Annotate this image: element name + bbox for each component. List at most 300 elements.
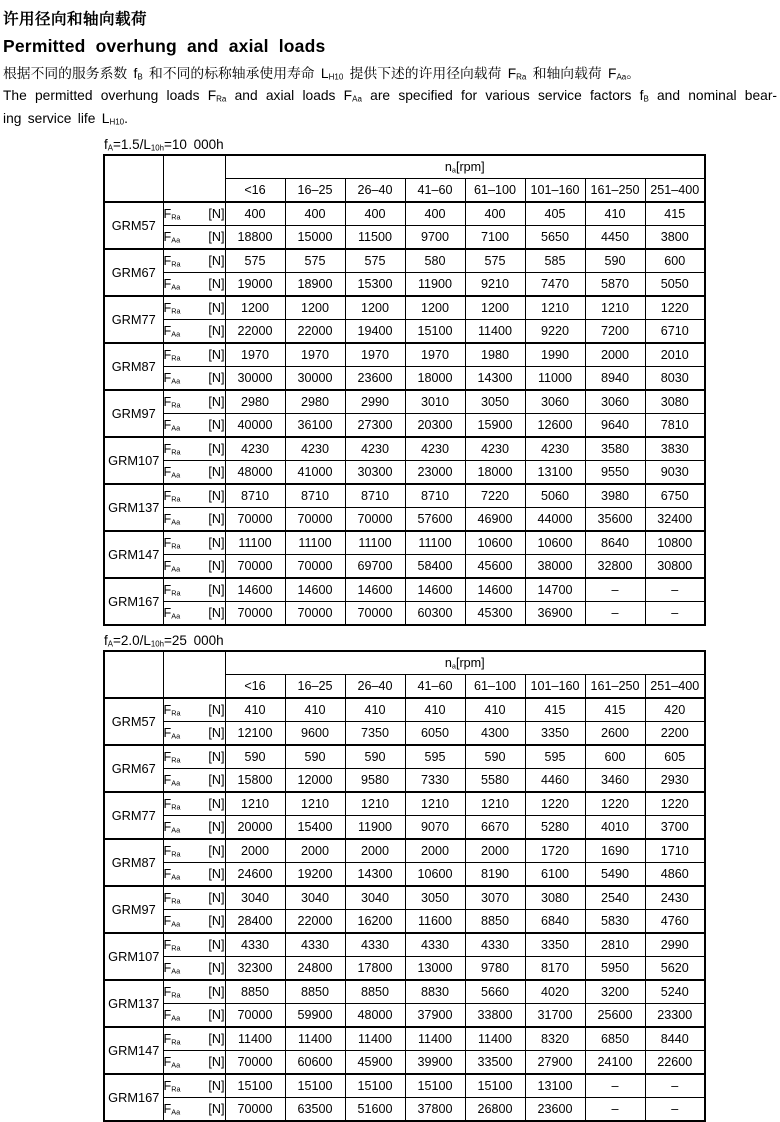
load-value-cell: 37800 — [405, 1098, 465, 1122]
load-value-cell: 1220 — [645, 296, 705, 320]
unit-label: [N] — [208, 1008, 225, 1023]
load-value-cell: 9600 — [285, 722, 345, 746]
subscript-text: 10h — [150, 639, 164, 649]
load-value-cell: 8190 — [465, 863, 525, 887]
load-value-cell: 45300 — [465, 602, 525, 626]
load-value-cell: 3800 — [645, 226, 705, 250]
load-value-cell: 3460 — [585, 769, 645, 793]
load-value-cell: 8320 — [525, 1027, 585, 1051]
load-value-cell: 405 — [525, 202, 585, 226]
load-value-cell: 2000 — [585, 343, 645, 367]
speed-range-header: 41–60 — [405, 675, 465, 699]
speed-range-header: 161–250 — [585, 675, 645, 699]
model-label: GRM77 — [104, 296, 163, 343]
load-value-cell: 14600 — [405, 578, 465, 602]
load-value-cell: 8850 — [225, 980, 285, 1004]
load-value-cell: 45900 — [345, 1051, 405, 1075]
unit-label: [N] — [208, 583, 225, 598]
unit-label: [N] — [208, 230, 225, 245]
load-value-cell: 4760 — [645, 910, 705, 934]
load-value-cell: 3830 — [645, 437, 705, 461]
force-row-label — [163, 296, 225, 320]
load-value-cell: 51600 — [345, 1098, 405, 1122]
force-symbol: $F_{Ra}$ — [163, 301, 181, 316]
force-row-label — [163, 578, 225, 602]
load-value-cell: 11100 — [345, 531, 405, 555]
load-value-cell: 4330 — [465, 933, 525, 957]
load-value-cell: 5870 — [585, 273, 645, 297]
unit-label: [N] — [208, 348, 225, 363]
force-symbol: $F_{Ra}$ — [163, 536, 181, 551]
load-value-cell: 18900 — [285, 273, 345, 297]
load-value-cell: 70000 — [225, 1098, 285, 1122]
text-segment: f — [104, 137, 108, 153]
load-value-cell: 5280 — [525, 816, 585, 840]
load-value-cell: 2980 — [285, 390, 345, 414]
load-value-cell: 22000 — [285, 320, 345, 344]
load-value-cell: 3050 — [405, 886, 465, 910]
force-symbol: $F_{Ra}$ — [163, 1032, 181, 1047]
subscript-text: Aa — [616, 72, 627, 82]
load-value-cell: 8710 — [225, 484, 285, 508]
load-value-cell: 5490 — [585, 863, 645, 887]
load-value-cell: 5050 — [645, 273, 705, 297]
load-value-cell: 9580 — [345, 769, 405, 793]
load-value-cell: 14600 — [465, 578, 525, 602]
load-value-cell: 4330 — [285, 933, 345, 957]
load-value-cell: 14600 — [285, 578, 345, 602]
load-value-cell: 1200 — [405, 296, 465, 320]
load-value-cell: 2000 — [345, 839, 405, 863]
load-value-cell: 8710 — [345, 484, 405, 508]
load-value-cell: 20300 — [405, 414, 465, 438]
speed-range-header: <16 — [225, 675, 285, 699]
load-value-cell: 33800 — [465, 1004, 525, 1028]
force-symbol: $F_{Ra}$ — [163, 938, 181, 953]
load-value-cell: 595 — [525, 745, 585, 769]
speed-group-header — [225, 155, 705, 179]
force-row-label-inner — [164, 489, 225, 503]
header-corner-model — [104, 651, 163, 698]
load-value-cell: 4330 — [225, 933, 285, 957]
force-row-label-inner — [164, 465, 225, 479]
force-row-label-inner — [164, 512, 225, 526]
load-value-cell: 4330 — [345, 933, 405, 957]
force-symbol: $F_{Ra}$ — [163, 583, 181, 598]
subscript-text: Ra — [216, 94, 227, 104]
load-value-cell: 33500 — [465, 1051, 525, 1075]
load-value-cell: 400 — [225, 202, 285, 226]
force-row-label — [163, 367, 225, 391]
load-value-cell: 15100 — [405, 1074, 465, 1098]
unit-label: [N] — [208, 750, 225, 765]
unit-label: [N] — [208, 1102, 225, 1117]
text-segment: =10 000h — [163, 137, 224, 153]
load-value-cell: 57600 — [405, 508, 465, 532]
load-value-cell: 11600 — [405, 910, 465, 934]
load-value-cell: 15100 — [345, 1074, 405, 1098]
load-value-cell: 11100 — [405, 531, 465, 555]
force-symbol: $F_{Ra}$ — [163, 207, 181, 222]
unit-label: [N] — [208, 797, 225, 812]
load-value-cell: 22600 — [645, 1051, 705, 1075]
permitted-loads-table-2 — [103, 650, 706, 1122]
load-value-cell: 15100 — [405, 320, 465, 344]
force-row-label — [163, 390, 225, 414]
load-value-cell: 15300 — [345, 273, 405, 297]
header-corner-force — [163, 651, 225, 698]
force-symbol: $F_{Aa}$ — [163, 324, 181, 339]
load-value-cell: 58400 — [405, 555, 465, 579]
force-symbol: $F_{Aa}$ — [163, 726, 181, 741]
force-row-label-inner — [164, 703, 225, 717]
load-value-cell: 1210 — [465, 792, 525, 816]
force-symbol: $F_{Aa}$ — [163, 1055, 181, 1070]
load-value-cell: 6710 — [645, 320, 705, 344]
load-value-cell: 4230 — [225, 437, 285, 461]
load-value-cell: 1210 — [405, 792, 465, 816]
force-symbol: $F_{Ra}$ — [163, 797, 181, 812]
force-row-label — [163, 343, 225, 367]
load-value-cell: 595 — [405, 745, 465, 769]
load-value-cell: 13100 — [525, 1074, 585, 1098]
load-value-cell: 30000 — [285, 367, 345, 391]
load-value-cell: 11500 — [345, 226, 405, 250]
load-value-cell: 1980 — [465, 343, 525, 367]
force-row-label — [163, 484, 225, 508]
load-value-cell: 1200 — [285, 296, 345, 320]
load-value-cell: 590 — [345, 745, 405, 769]
load-value-cell: 5650 — [525, 226, 585, 250]
load-value-cell: 2930 — [645, 769, 705, 793]
load-value-cell: 24800 — [285, 957, 345, 981]
model-label: GRM137 — [104, 980, 163, 1027]
load-value-cell: 32400 — [645, 508, 705, 532]
load-value-cell: 18000 — [405, 367, 465, 391]
load-value-cell: 27300 — [345, 414, 405, 438]
model-label: GRM67 — [104, 249, 163, 296]
force-row-label-inner — [164, 961, 225, 975]
load-value-cell: – — [645, 1074, 705, 1098]
force-symbol: $F_{Aa}$ — [163, 559, 181, 574]
page-title-en: Permitted overhung and axial loads — [3, 36, 326, 56]
load-value-cell: 1220 — [525, 792, 585, 816]
load-value-cell: 3350 — [525, 933, 585, 957]
text-segment: . — [124, 110, 128, 126]
force-symbol: $F_{Ra}$ — [163, 1079, 181, 1094]
text-segment: 和不同的标称轴承使用寿命 L — [142, 66, 329, 81]
load-value-cell: 3040 — [345, 886, 405, 910]
load-value-cell: 30000 — [225, 367, 285, 391]
speed-range-header: 16–25 — [285, 179, 345, 203]
model-label: GRM167 — [104, 1074, 163, 1121]
load-value-cell: 14600 — [225, 578, 285, 602]
load-value-cell: 2980 — [225, 390, 285, 414]
model-label: GRM97 — [104, 886, 163, 933]
load-value-cell: 1220 — [585, 792, 645, 816]
load-value-cell: 4300 — [465, 722, 525, 746]
force-symbol: $F_{Ra}$ — [163, 844, 181, 859]
load-value-cell: 590 — [285, 745, 345, 769]
force-symbol: $F_{Ra}$ — [163, 395, 181, 410]
load-value-cell: 27900 — [525, 1051, 585, 1075]
force-row-label — [163, 414, 225, 438]
load-value-cell: 8640 — [585, 531, 645, 555]
load-value-cell: 2000 — [465, 839, 525, 863]
load-value-cell: 3200 — [585, 980, 645, 1004]
load-value-cell: – — [585, 1074, 645, 1098]
load-value-cell: 415 — [525, 698, 585, 722]
force-row-label — [163, 1051, 225, 1075]
model-label: GRM57 — [104, 698, 163, 745]
load-value-cell: 13000 — [405, 957, 465, 981]
force-row-label-inner — [164, 844, 225, 858]
load-value-cell: 410 — [585, 202, 645, 226]
force-row-label-inner — [164, 606, 225, 620]
speed-range-header: 61–100 — [465, 675, 525, 699]
force-symbol: $F_{Aa}$ — [163, 867, 181, 882]
load-value-cell: 4020 — [525, 980, 585, 1004]
text-segment: =25 000h — [163, 633, 224, 649]
text-segment: 根据不同的服务系数 f — [3, 66, 138, 81]
force-row-label-inner — [164, 1008, 225, 1022]
force-row-label — [163, 202, 225, 226]
load-value-cell: 3080 — [525, 886, 585, 910]
load-value-cell: 24600 — [225, 863, 285, 887]
load-value-cell: 8830 — [405, 980, 465, 1004]
load-value-cell: 400 — [465, 202, 525, 226]
load-value-cell: 69700 — [345, 555, 405, 579]
unit-label: [N] — [208, 371, 225, 386]
load-value-cell: 6840 — [525, 910, 585, 934]
load-value-cell: 5580 — [465, 769, 525, 793]
force-row-label — [163, 461, 225, 485]
force-row-label-inner — [164, 820, 225, 834]
load-value-cell: 415 — [585, 698, 645, 722]
load-value-cell: 4860 — [645, 863, 705, 887]
load-value-cell: 23300 — [645, 1004, 705, 1028]
load-value-cell: 15100 — [285, 1074, 345, 1098]
load-value-cell: 3010 — [405, 390, 465, 414]
load-value-cell: 19000 — [225, 273, 285, 297]
header-corner-model — [104, 155, 163, 202]
force-row-label — [163, 745, 225, 769]
unit-label: [N] — [208, 418, 225, 433]
load-value-cell: 575 — [345, 249, 405, 273]
load-value-cell: 590 — [585, 249, 645, 273]
load-value-cell: 410 — [285, 698, 345, 722]
load-value-cell: 5240 — [645, 980, 705, 1004]
load-value-cell: 410 — [405, 698, 465, 722]
load-value-cell: 7100 — [465, 226, 525, 250]
load-value-cell: 11900 — [405, 273, 465, 297]
force-symbol: $F_{Aa}$ — [163, 820, 181, 835]
force-symbol: $F_{Aa}$ — [163, 914, 181, 929]
force-row-label-inner — [164, 726, 225, 740]
load-value-cell: 4010 — [585, 816, 645, 840]
load-value-cell: 2010 — [645, 343, 705, 367]
load-value-cell: 14700 — [525, 578, 585, 602]
load-value-cell: 70000 — [225, 602, 285, 626]
force-symbol: $F_{Aa}$ — [163, 606, 181, 621]
unit-label: [N] — [208, 277, 225, 292]
force-row-label-inner — [164, 938, 225, 952]
unit-label: [N] — [208, 324, 225, 339]
load-value-cell: 410 — [465, 698, 525, 722]
subscript-text: A — [107, 143, 113, 153]
force-row-label — [163, 839, 225, 863]
text-segment: n — [444, 656, 452, 671]
load-value-cell: 3060 — [525, 390, 585, 414]
load-value-cell: 3070 — [465, 886, 525, 910]
force-row-label-inner — [164, 324, 225, 338]
force-symbol: $F_{Aa}$ — [163, 418, 181, 433]
load-value-cell: 8850 — [285, 980, 345, 1004]
load-value-cell: 63500 — [285, 1098, 345, 1122]
load-value-cell: 26800 — [465, 1098, 525, 1122]
load-value-cell: 4330 — [405, 933, 465, 957]
force-row-label — [163, 980, 225, 1004]
unit-label: [N] — [208, 703, 225, 718]
load-value-cell: 1710 — [645, 839, 705, 863]
force-row-label-inner — [164, 797, 225, 811]
load-value-cell: 19400 — [345, 320, 405, 344]
force-row-label — [163, 555, 225, 579]
load-value-cell: 9700 — [405, 226, 465, 250]
load-value-cell: 590 — [225, 745, 285, 769]
force-symbol: $F_{Ra}$ — [163, 489, 181, 504]
load-value-cell: 1210 — [285, 792, 345, 816]
load-value-cell: 575 — [285, 249, 345, 273]
force-symbol: $F_{Ra}$ — [163, 703, 181, 718]
load-value-cell: 14600 — [345, 578, 405, 602]
model-label: GRM87 — [104, 839, 163, 886]
force-row-label — [163, 508, 225, 532]
load-value-cell: 45600 — [465, 555, 525, 579]
unit-label: [N] — [208, 606, 225, 621]
subscript-text: H10 — [328, 72, 344, 82]
load-value-cell: – — [585, 1098, 645, 1122]
load-value-cell: 4230 — [345, 437, 405, 461]
force-row-label — [163, 816, 225, 840]
load-value-cell: 32800 — [585, 555, 645, 579]
force-row-label-inner — [164, 1055, 225, 1069]
load-value-cell: 11000 — [525, 367, 585, 391]
load-value-cell: 2600 — [585, 722, 645, 746]
load-value-cell: 420 — [645, 698, 705, 722]
text-segment: The permitted overhung loads F — [3, 88, 217, 104]
load-value-cell: 11400 — [465, 320, 525, 344]
load-value-cell: 7470 — [525, 273, 585, 297]
force-row-label — [163, 698, 225, 722]
load-value-cell: 14300 — [465, 367, 525, 391]
unit-label: [N] — [208, 1032, 225, 1047]
load-value-cell: 4230 — [285, 437, 345, 461]
load-value-cell: 8710 — [285, 484, 345, 508]
load-value-cell: 1210 — [225, 792, 285, 816]
load-value-cell: 580 — [405, 249, 465, 273]
load-value-cell: 70000 — [345, 508, 405, 532]
load-value-cell: 8850 — [345, 980, 405, 1004]
load-value-cell: 2990 — [345, 390, 405, 414]
load-value-cell: 6050 — [405, 722, 465, 746]
force-symbol: $F_{Aa}$ — [163, 1102, 181, 1117]
force-row-label — [163, 933, 225, 957]
text-segment: 提供下述的许用径向载荷 F — [343, 66, 517, 81]
load-value-cell: 3580 — [585, 437, 645, 461]
load-value-cell: 70000 — [225, 508, 285, 532]
load-value-cell: 23600 — [525, 1098, 585, 1122]
force-row-label — [163, 1027, 225, 1051]
unit-label: [N] — [208, 938, 225, 953]
unit-label: [N] — [208, 301, 225, 316]
load-value-cell: 12600 — [525, 414, 585, 438]
force-row-label — [163, 769, 225, 793]
speed-range-header: 251–400 — [645, 675, 705, 699]
force-symbol: $F_{Ra}$ — [163, 348, 181, 363]
load-value-cell: 1210 — [525, 296, 585, 320]
model-label: GRM97 — [104, 390, 163, 437]
intro-line-en-2 — [3, 108, 777, 130]
subscript-text: A — [107, 639, 113, 649]
force-symbol: $F_{Ra}$ — [163, 891, 181, 906]
load-value-cell: 6670 — [465, 816, 525, 840]
load-value-cell: 8940 — [585, 367, 645, 391]
load-value-cell: 9550 — [585, 461, 645, 485]
load-value-cell: 3040 — [225, 886, 285, 910]
load-value-cell: 70000 — [285, 602, 345, 626]
load-value-cell: 70000 — [225, 1004, 285, 1028]
speed-group-header — [225, 651, 705, 675]
load-value-cell: 3060 — [585, 390, 645, 414]
load-value-cell: 15100 — [465, 1074, 525, 1098]
load-value-cell: 15000 — [285, 226, 345, 250]
load-value-cell: 44000 — [525, 508, 585, 532]
load-value-cell: 3350 — [525, 722, 585, 746]
load-value-cell: 8170 — [525, 957, 585, 981]
force-row-label-inner — [164, 559, 225, 573]
load-value-cell: 9220 — [525, 320, 585, 344]
text-segment: =2.0/L — [113, 633, 151, 649]
text-segment: f — [104, 633, 108, 649]
subscript-text: Aa — [352, 94, 362, 104]
subscript-text: a — [451, 165, 456, 175]
table-caption — [104, 633, 778, 648]
speed-range-header: <16 — [225, 179, 285, 203]
unit-label: [N] — [208, 512, 225, 527]
force-row-label — [163, 1004, 225, 1028]
load-value-cell: 38000 — [525, 555, 585, 579]
load-value-cell: 4460 — [525, 769, 585, 793]
force-row-label-inner — [164, 750, 225, 764]
intro-line-zh — [3, 63, 777, 85]
load-value-cell: 24100 — [585, 1051, 645, 1075]
speed-range-header: 16–25 — [285, 675, 345, 699]
force-row-label — [163, 957, 225, 981]
text-segment: ing service life L — [3, 110, 110, 126]
load-value-cell: 1970 — [285, 343, 345, 367]
text-segment: and axial loads F — [226, 88, 353, 104]
load-value-cell: 1200 — [345, 296, 405, 320]
force-symbol: $F_{Ra}$ — [163, 442, 181, 457]
permitted-loads-table-1 — [103, 154, 706, 626]
force-symbol: $F_{Ra}$ — [163, 750, 181, 765]
speed-range-header: 101–160 — [525, 179, 585, 203]
load-value-cell: 25600 — [585, 1004, 645, 1028]
load-value-cell: 35600 — [585, 508, 645, 532]
load-value-cell: 8850 — [465, 910, 525, 934]
force-symbol: $F_{Aa}$ — [163, 773, 181, 788]
